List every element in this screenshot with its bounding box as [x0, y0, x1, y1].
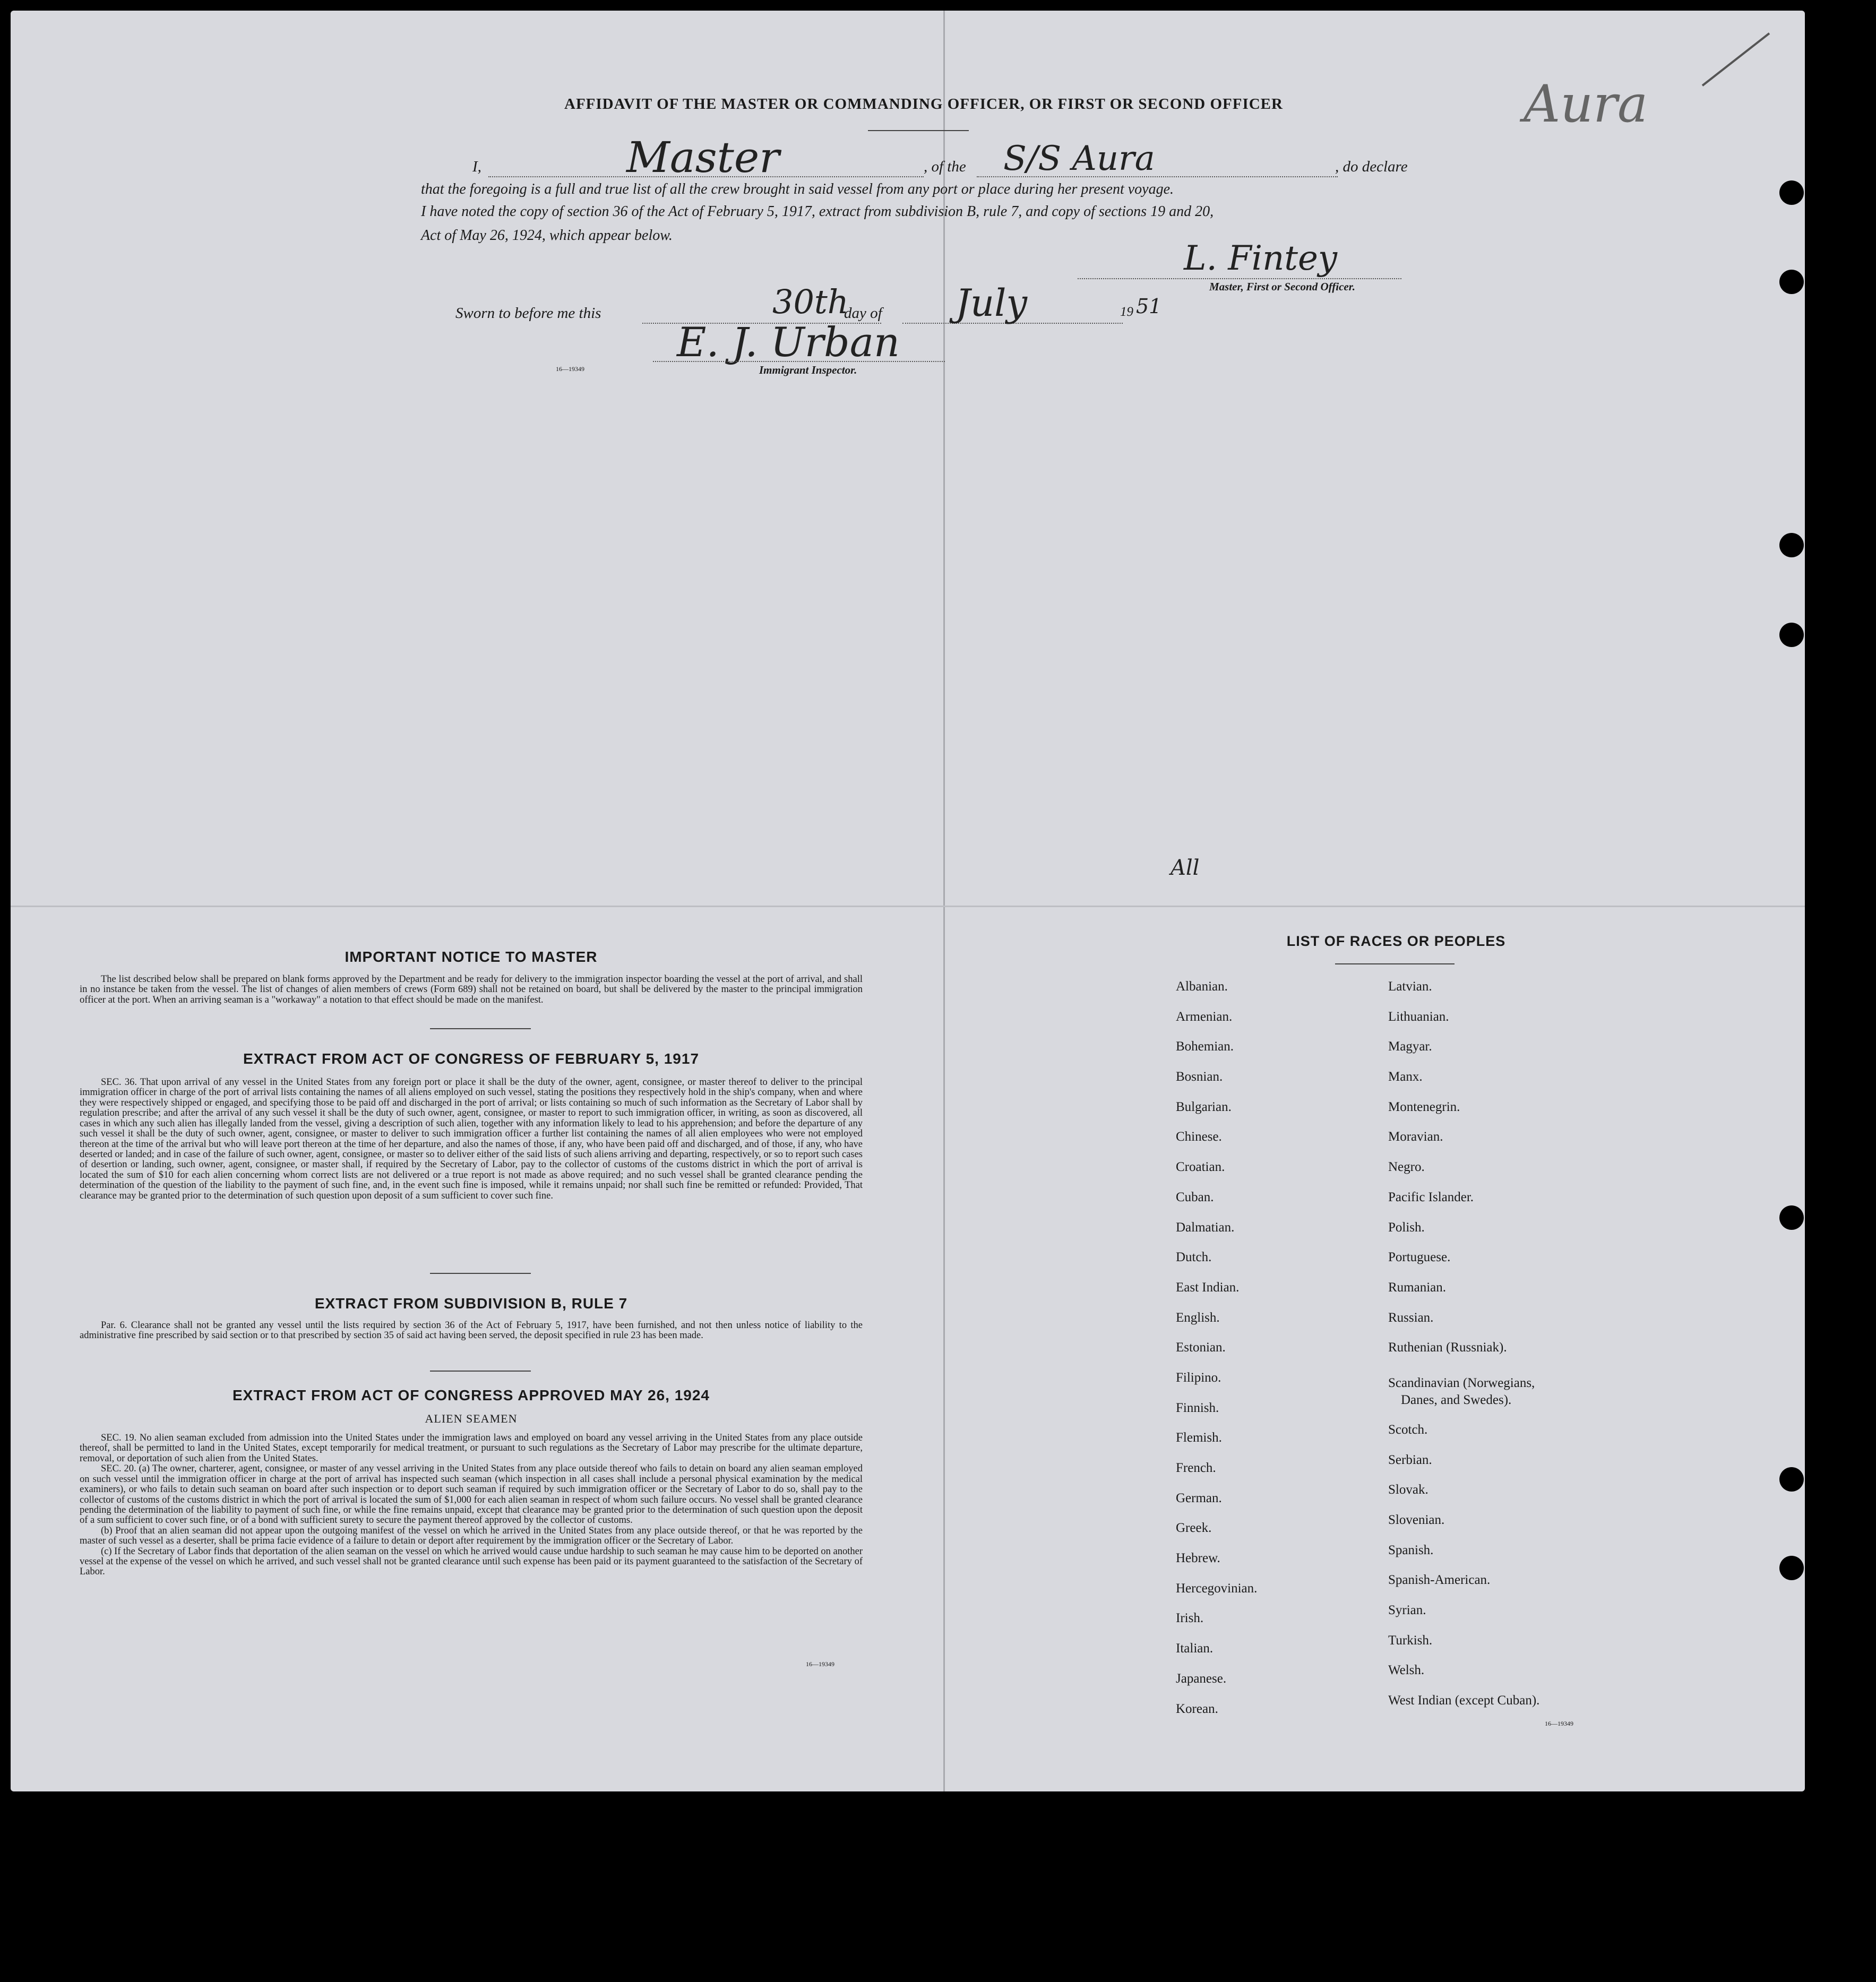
extract-1917-title: EXTRACT FROM ACT OF CONGRESS OF FEBRUARY 5, 1917 — [243, 1050, 700, 1067]
form-number: 16—19349 — [556, 365, 584, 373]
handwritten-day: 30th — [772, 282, 849, 321]
race-item: Russian. — [1388, 1310, 1434, 1325]
sworn-text: Sworn to before me this — [455, 305, 601, 322]
race-item: Welsh. — [1388, 1663, 1425, 1678]
notice-text — [80, 975, 863, 1005]
race-item: Italian. — [1176, 1641, 1214, 1656]
race-item: Scandinavian (Norwegians, — [1388, 1375, 1535, 1390]
handwritten-vessel: S/S Aura — [1003, 139, 1155, 178]
race-item: Slovak. — [1388, 1483, 1428, 1497]
handwritten-signature: L. Fintey — [1184, 239, 1338, 278]
race-item: Bosnian. — [1176, 1070, 1223, 1084]
race-item: Albanian. — [1176, 979, 1228, 994]
race-item: Armenian. — [1176, 1009, 1233, 1024]
race-item: Ruthenian (Russniak). — [1388, 1340, 1507, 1355]
race-item: Moravian. — [1388, 1130, 1443, 1144]
vertical-fold-line — [943, 11, 945, 1791]
sec-20c-paragraph: (c) If the Secretary of Labor finds that deportation of the alien seaman on the vessel on which he arrived would cause undue hardship to such seaman he may cause him to be deported on another vessel at the expense of the vessel on which he arrived, and such vessel shall not be granted clearance until such expense has been paid or its payment guaranteed to the satisfaction of the Secretary of Labor. — [80, 1546, 863, 1578]
race-item: German. — [1176, 1490, 1222, 1505]
race-item: West Indian (except Cuban). — [1388, 1693, 1540, 1708]
punch-hole — [1779, 1556, 1804, 1580]
corner-annotation: Aura — [1524, 74, 1648, 134]
punch-hole — [1779, 533, 1804, 557]
handwritten-month: July — [956, 281, 1028, 325]
race-item: Magyar. — [1388, 1039, 1432, 1054]
race-item: East Indian. — [1176, 1280, 1240, 1295]
races-right-column — [1388, 979, 1539, 1724]
race-item: Latvian. — [1388, 979, 1432, 994]
affidavit-line4: Act of May 26, 1924, which appear below. — [421, 227, 673, 244]
race-item: Spanish. — [1388, 1542, 1434, 1557]
race-item: Korean. — [1176, 1701, 1218, 1716]
extract-1917-text — [80, 1078, 863, 1201]
race-item: Hercegovinian. — [1176, 1581, 1258, 1596]
race-item: Croatian. — [1176, 1160, 1225, 1175]
handwritten-rank: Master — [626, 133, 780, 182]
punch-hole — [1779, 623, 1804, 647]
race-item: Slovenian. — [1388, 1513, 1445, 1527]
extract-1924-title: EXTRACT FROM ACT OF CONGRESS APPROVED MAY 26, 1924 — [233, 1387, 710, 1403]
race-item: English. — [1176, 1310, 1220, 1325]
affidavit-line1-of-the: , of the — [924, 158, 966, 175]
section-divider — [430, 1028, 531, 1029]
race-item: Greek. — [1176, 1521, 1212, 1536]
race-item: Syrian. — [1388, 1603, 1426, 1618]
punch-hole — [1779, 270, 1804, 294]
race-item: Japanese. — [1176, 1671, 1227, 1686]
race-item: Dalmatian. — [1176, 1220, 1235, 1235]
race-item: Negro. — [1388, 1160, 1425, 1175]
signer-caption: Master, First or Second Officer. — [1209, 280, 1355, 293]
affidavit-line1-i: I, — [472, 158, 481, 175]
affidavit-line3: I have noted the copy of section 36 of the Act of February 5, 1917, extract from subdivision B, rule 7, and copy of sections 19 and 20, — [421, 203, 1214, 220]
alien-seamen-subtitle: ALIEN SEAMEN — [425, 1412, 518, 1425]
race-item: Estonian. — [1176, 1340, 1226, 1355]
race-item: Polish. — [1388, 1220, 1425, 1235]
affidavit-line1-declare: , do declare — [1335, 158, 1408, 175]
sec-20a-paragraph: SEC. 20. (a) The owner, charterer, agent, consignee, or master of any vessel arriving in the United States from any place outside thereof who fails to detain on board any alien seaman employed on such vessel until the immigration officer in charge at the port of arrival has inspected such seaman (which inspection in all cases shall include a personal physical examination by the medical examiners), or who fails to detain such seaman on board after such inspection or to deport such seaman if required by such immigration officer or the Secretary of Labor to do so, shall pay to the collector of customs of the customs district in which the port of arrival is located the sum of $1,000 for each alien seaman in respect of whom such failure occurs. No vessel shall be granted clearance pending the determination of the liability to payment of such fine, or while the fine remains unpaid, except that clearance may be granted prior to the determination of such question upon the deposit of a sum sufficient to cover such fine, or of a bond with sufficient surety to secure the payment thereof approved by the collector of customs. — [80, 1463, 863, 1526]
form-number: 16—19349 — [806, 1660, 834, 1668]
race-item: Portuguese. — [1388, 1250, 1451, 1265]
race-item: Filipino. — [1176, 1370, 1221, 1385]
races-left-column — [1176, 979, 1257, 1731]
race-item: Scotch. — [1388, 1422, 1428, 1437]
inspector-caption: Immigrant Inspector. — [759, 364, 857, 376]
notice-paragraph: The list described below shall be prepared on blank forms approved by the Department and be ready for delivery to the immigration inspector boarding the vessel at the port of arrival, and shall in no instance be taken from the vessel. The list of changes of alien members of crews (Form 689) shall not be retained on board, but shall be delivered by the master to the principal immigration officer at the port. When an arriving seaman is a "workaway" a notation to that effect should be made on the manifest. — [80, 974, 863, 1005]
race-item: Turkish. — [1388, 1633, 1433, 1648]
section-divider — [430, 1273, 531, 1274]
race-item: Flemish. — [1176, 1431, 1222, 1445]
affidavit-title: AFFIDAVIT OF THE MASTER OR COMMANDING OFFICER, OR FIRST OR SECOND OFFICER — [564, 96, 1283, 113]
race-item: Pacific Islander. — [1388, 1190, 1474, 1204]
punch-hole — [1779, 180, 1804, 205]
races-title: LIST OF RACES OR PEOPLES — [1286, 933, 1506, 949]
sec-20b-paragraph: (b) Proof that an alien seaman did not appear upon the outgoing manifest of the vessel on which he arrived in the United States from any place outside thereof, or that he was reported by the master of such vessel as a deserter, shall be prima facie evidence of a failure to detain or deport after requirement by the immigration officer or the Secretary of Labor. — [80, 1525, 863, 1547]
section-36-paragraph: SEC. 36. That upon arrival of any vessel in the United States from any foreign port or place it shall be the duty of the owner, agent, consignee, or master thereof to deliver to the principal immigration officer in charge of the port of arrival lists containing the names of all aliens employed on such vessel, stating the positions they respectively hold in the ship's company, when and where they were respectively shipped or engaged, and specifying those to be paid off and discharged in the port of arrival; or lists containing so much of such information as the Secretary of Labor shall by regulation prescribe; and after the arrival of any such vessel it shall be the duty of such owner, agent, consignee, or master to report to such immigration officer, in writing, as soon as discovered, all cases in which any such alien has illegally landed from the vessel, giving a description of such alien, together with any information likely to lead to his apprehension; and before the departure of any such vessel it shall be the duty of such owner, agent, consignee, or master to deliver to such immigration officer a further list containing the names of all alien employees who were not employed thereon at the time of the arrival but who will leave port thereon at the time of her departure, and also the names of those, if any, who have been paid off and discharged, and of those, if any, who have deserted or landed; and in case of the failure of such owner, agent, consignee, or master so to deliver either of the said lists of such aliens arriving and departing, respectively, or so to report such cases of desertion or landing, such owner, agent, consignee, or master shall, if required by the Secretary of Labor, pay to the collector of customs of the customs district in which the port of arrival is located the sum of $10 for each alien concerning whom correct lists are not delivered or a true report is not made as above required; and no such vessel shall be granted clearance pending the determination of the question of the liability to the payment of such fine, and, in the event such fine is imposed, while it remains unpaid; nor shall such fine be remitted or refunded: Provided, That clearance may be granted prior to the determination of such question upon deposit of a sum sufficient to cover such fine. — [80, 1077, 863, 1201]
inspector-field-line — [653, 360, 945, 362]
race-item: Cuban. — [1176, 1190, 1214, 1204]
year-prefix: 19 — [1120, 305, 1133, 319]
affidavit-line2: that the foregoing is a full and true list of all the crew brought in said vessel from any port or place during her present voyage. — [421, 181, 1174, 197]
race-item: Manx. — [1388, 1070, 1423, 1084]
race-item: Finnish. — [1176, 1400, 1219, 1415]
races-title-underline — [1335, 963, 1455, 964]
race-item: Rumanian. — [1388, 1280, 1447, 1295]
sec-19-paragraph: SEC. 19. No alien seaman excluded from admission into the United States under the immigration laws and employed on board any vessel arriving in the United States from any place outside thereof, shall be permitted to land in the United States, except temporarily for medical treatment, or pursuant to such regulations as the Secretary of Labor may prescribe for the ultimate departure, removal, or deportation of such alien from the United States. — [80, 1433, 863, 1464]
par-6-paragraph: Par. 6. Clearance shall not be granted any vessel until the lists required by section 36 of the Act of February 5, 1917, have been furnished, and not then unless notice of liability to the administrative fine prescribed by said section or to that prescribed by section 35 of said act having been served, the deposit specified in rule 23 has been made. — [80, 1320, 863, 1341]
race-item: Hebrew. — [1176, 1551, 1220, 1566]
race-item: Lithuanian. — [1388, 1009, 1449, 1024]
punch-hole — [1779, 1467, 1804, 1492]
race-item: Montenegrin. — [1388, 1099, 1460, 1114]
handwritten-year: 51 — [1136, 295, 1162, 318]
title-underline — [868, 130, 969, 131]
horizontal-fold-line — [11, 906, 1805, 907]
race-item: Bohemian. — [1176, 1039, 1234, 1054]
race-item: Chinese. — [1176, 1130, 1222, 1144]
handwritten-inspector: E. J. Urban — [677, 318, 900, 366]
race-item: Serbian. — [1388, 1452, 1432, 1467]
notice-title: IMPORTANT NOTICE TO MASTER — [345, 949, 598, 965]
race-item: French. — [1176, 1461, 1216, 1475]
form-number: 16—19349 — [1545, 1720, 1573, 1727]
section-divider — [430, 1371, 531, 1372]
race-item: Spanish-American. — [1388, 1573, 1491, 1588]
subdivision-b-title: EXTRACT FROM SUBDIVISION B, RULE 7 — [314, 1295, 628, 1312]
race-item: Bulgarian. — [1176, 1099, 1232, 1114]
race-item: Irish. — [1176, 1611, 1204, 1626]
day-of-text: day of — [844, 305, 882, 322]
race-item: Danes, and Swedes). — [1401, 1392, 1512, 1407]
margin-note: All — [1171, 856, 1200, 880]
subdivision-b-text — [80, 1321, 863, 1341]
race-item: Dutch. — [1176, 1250, 1212, 1265]
extract-1924-text — [80, 1433, 863, 1578]
punch-hole — [1779, 1205, 1804, 1230]
